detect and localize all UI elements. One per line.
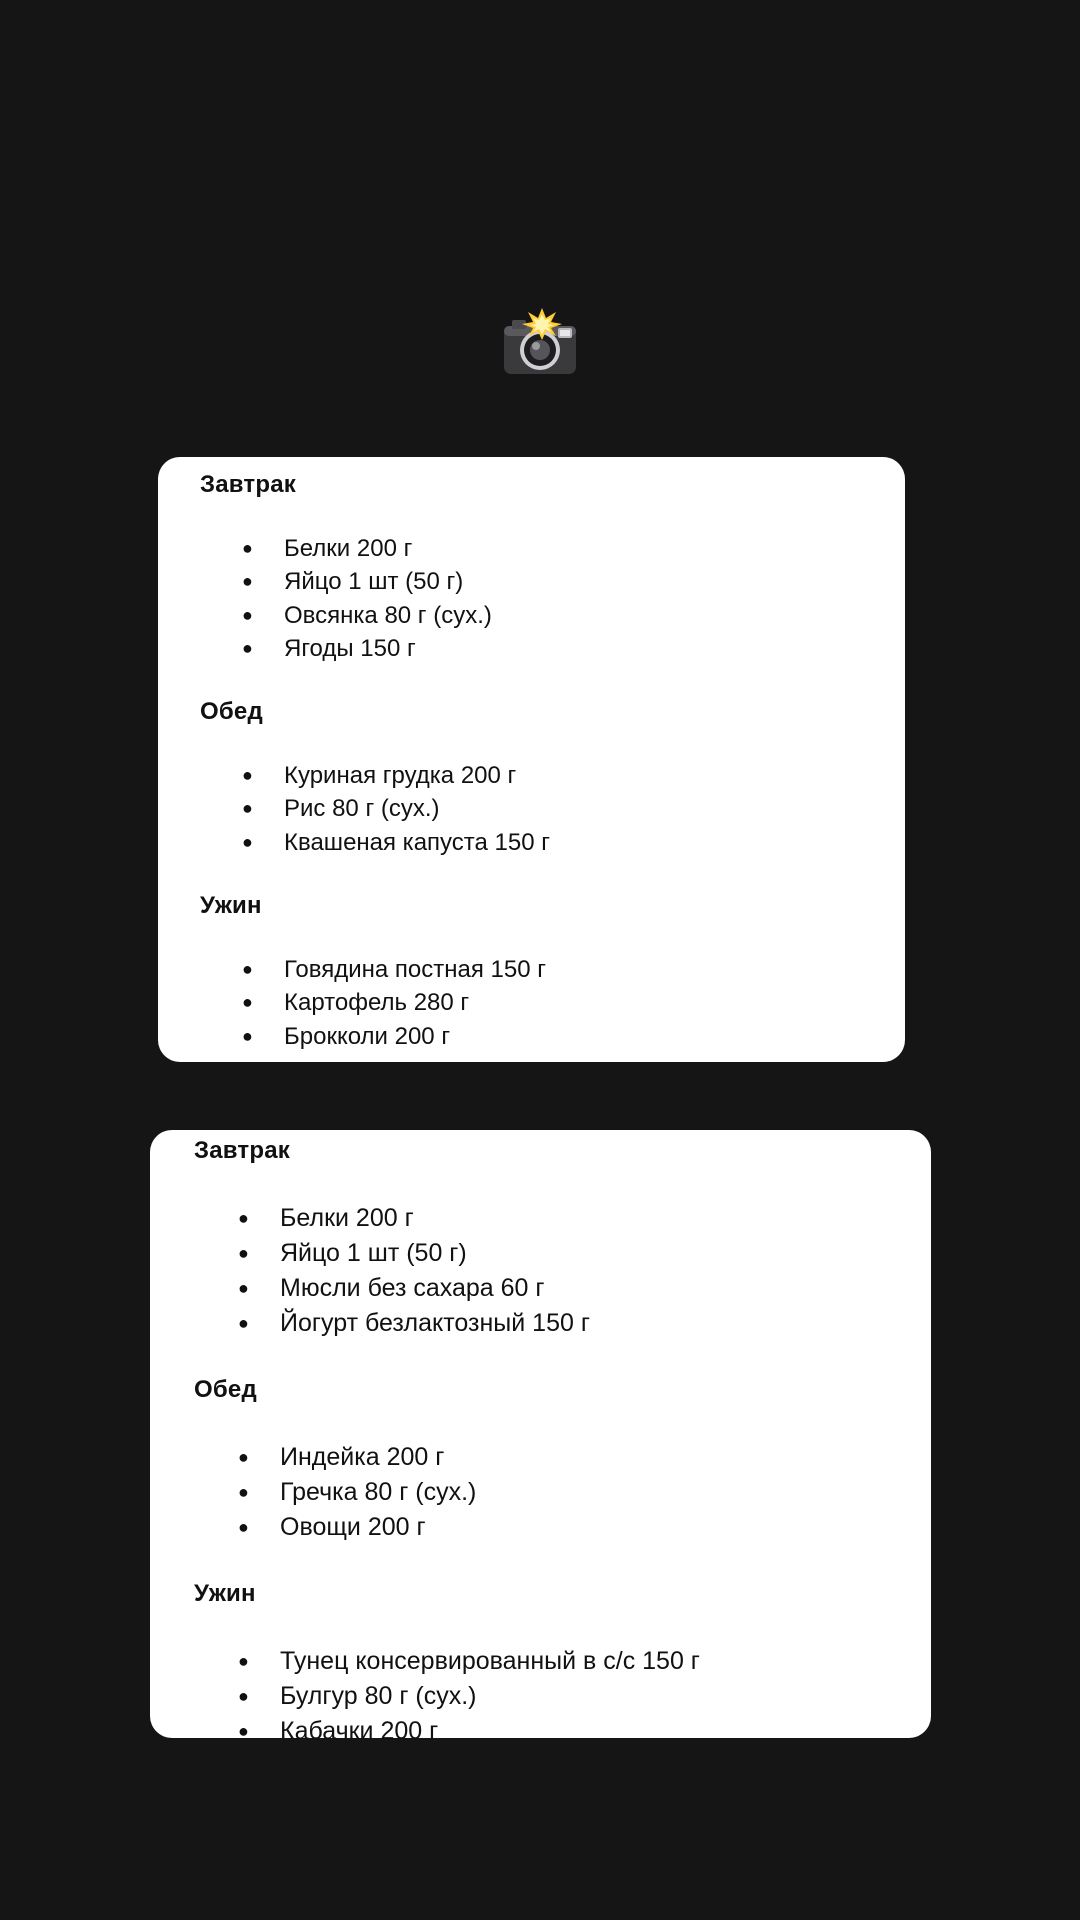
meal-section-breakfast (194, 1137, 931, 1341)
meal-item-text: Йогурт безлактозный 150 г (280, 1309, 590, 1337)
meal-item-text: Булгур 80 г (сух.) (280, 1682, 477, 1710)
bullet-icon: ● (242, 798, 253, 819)
meal-item-text: Белки 200 г (284, 535, 413, 562)
meal-item (200, 953, 905, 986)
bullet-icon: ● (242, 538, 253, 558)
meal-item-text: Мюсли без сахара 60 г (280, 1274, 545, 1302)
bullet-icon: ● (238, 1243, 249, 1263)
bullet-icon: ● (242, 992, 253, 1013)
camera-with-flash-icon (502, 308, 578, 376)
meal-item-text: Квашеная капуста 150 г (284, 828, 550, 856)
bullet-icon: ● (238, 1517, 249, 1537)
bullet-icon: ● (242, 604, 253, 625)
bullet-icon: ● (238, 1208, 249, 1228)
meal-item (200, 826, 905, 859)
meal-item-text: Индейка 200 г (280, 1443, 445, 1471)
meal-item (194, 1201, 931, 1236)
meal-item (200, 532, 905, 565)
meal-item-list (200, 532, 905, 665)
meal-item-list (200, 953, 905, 1053)
bullet-icon: ● (238, 1482, 249, 1502)
meal-title: Обед (200, 698, 263, 726)
meal-item-text: Ягоды 150 г (284, 634, 416, 662)
meal-item (194, 1236, 931, 1271)
meal-section-dinner (194, 1580, 931, 1749)
meal-item-text: Картофель 280 г (284, 989, 470, 1017)
meal-item-text: Тунец консервированный в с/с 150 г (280, 1647, 700, 1675)
meal-item (200, 632, 905, 665)
bullet-icon: ● (238, 1278, 249, 1298)
meal-plan-card (158, 457, 905, 1062)
meal-item-text: Белки 200 г (280, 1204, 414, 1232)
meal-item (194, 1271, 931, 1306)
meal-item (200, 759, 905, 792)
bullet-icon: ● (242, 571, 253, 592)
meal-item (194, 1440, 931, 1475)
meal-item-text: Говядина постная 150 г (284, 956, 546, 984)
meal-title: Завтрак (194, 1137, 290, 1164)
bullet-icon: ● (238, 1447, 249, 1467)
bullet-icon: ● (238, 1313, 249, 1333)
meal-item-text: Гречка 80 г (сух.) (280, 1478, 477, 1506)
meal-item-list (194, 1201, 931, 1341)
meal-item (194, 1510, 931, 1545)
bullet-icon: ● (242, 765, 253, 786)
meal-item (200, 599, 905, 632)
meal-item (194, 1679, 931, 1714)
bullet-icon: ● (238, 1651, 249, 1671)
meal-section-lunch (200, 698, 905, 859)
meal-item-text: Яйцо 1 шт (50 г) (280, 1239, 467, 1267)
meal-item (200, 565, 905, 598)
meal-section-breakfast (200, 471, 905, 665)
meal-title: Ужин (194, 1580, 256, 1607)
meal-item (200, 1020, 905, 1053)
bullet-icon: ● (242, 959, 253, 980)
meal-item-text: Кабачки 200 г (280, 1717, 439, 1745)
meal-item (200, 792, 905, 825)
bullet-icon: ● (242, 1025, 253, 1046)
bullet-icon: ● (238, 1686, 249, 1706)
meal-section-lunch (194, 1376, 931, 1545)
meal-item (194, 1306, 931, 1341)
meal-item-text: Куриная грудка 200 г (284, 762, 517, 790)
meal-item-text: Яйцо 1 шт (50 г) (284, 568, 464, 596)
meal-item-list (194, 1644, 931, 1749)
bullet-icon: ● (238, 1721, 249, 1741)
meal-title: Завтрак (200, 471, 296, 498)
meal-item-list (200, 759, 905, 859)
meal-item-text: Овощи 200 г (280, 1513, 426, 1541)
meal-title: Ужин (200, 892, 262, 920)
meal-title: Обед (194, 1376, 257, 1403)
meal-section-dinner (200, 892, 905, 1053)
meal-item-text: Рис 80 г (сух.) (284, 795, 440, 823)
meal-item-text: Брокколи 200 г (284, 1022, 451, 1050)
meal-plan-card (150, 1130, 931, 1745)
bullet-icon: ● (242, 637, 253, 658)
bullet-icon: ● (242, 831, 253, 852)
meal-item (194, 1475, 931, 1510)
meal-item (200, 986, 905, 1019)
meal-item (194, 1714, 931, 1749)
meal-item-list (194, 1440, 931, 1545)
meal-item-text: Овсянка 80 г (сух.) (284, 601, 492, 629)
meal-item (194, 1644, 931, 1679)
